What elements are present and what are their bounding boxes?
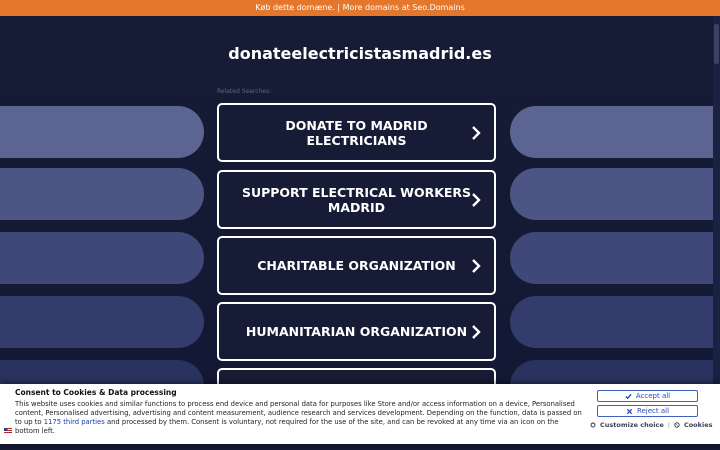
scrollbar-thumb[interactable]	[714, 24, 719, 64]
decor-pill	[0, 296, 204, 348]
cookies-link[interactable]: Cookies	[683, 421, 713, 429]
related-search-button[interactable]	[217, 170, 496, 229]
related-search-label: SUPPORT ELECTRICAL WORKERS MADRID	[241, 184, 472, 215]
related-search-button[interactable]	[217, 103, 496, 162]
chevron-right-icon	[468, 125, 484, 141]
related-search-button[interactable]	[217, 302, 496, 361]
site-title: donateelectricistasmadrid.es	[228, 44, 492, 63]
cookie-icon	[674, 422, 680, 428]
decor-pill	[510, 106, 720, 158]
page-scrollbar[interactable]	[713, 16, 720, 384]
domain-offer-bar[interactable]	[0, 0, 720, 16]
cookie-consent-banner	[0, 384, 720, 444]
decor-pill	[0, 168, 204, 220]
third-parties-link[interactable]: 1175 third parties	[43, 418, 105, 426]
decor-pill	[0, 106, 204, 158]
reject-all-button[interactable]	[597, 405, 698, 417]
decor-pill	[510, 232, 720, 284]
related-search-label: CHARITABLE ORGANIZATION	[257, 258, 456, 273]
domain-offer-text[interactable]: Køb dette domæne. | More domains at Seo.Domains	[255, 3, 465, 12]
gear-icon	[590, 422, 596, 428]
consent-body	[15, 400, 585, 436]
reject-all-label: Reject all	[636, 407, 670, 415]
related-search-label: DONATE TO MADRID ELECTRICIANS	[285, 117, 428, 148]
consent-text-end: and processed by them. Consent is voluntary, not required for the use of the site, and can be revoked at any time via an icon on the bottom left.	[15, 418, 559, 435]
accept-all-label: Accept all	[635, 392, 671, 400]
decor-pill	[510, 168, 720, 220]
customize-choice-link[interactable]: Customize choice	[600, 421, 664, 429]
decor-pill	[0, 232, 204, 284]
chevron-right-icon	[468, 192, 484, 208]
close-icon	[626, 408, 633, 415]
accept-all-button[interactable]	[597, 390, 698, 402]
chevron-right-icon	[468, 324, 484, 340]
related-searches-label: Related Searches:	[217, 88, 272, 95]
consent-text: This website uses cookies and similar functions to process end device and personal data for purposes like Store and/or access information on a device, Personalised content, Personalised advertising, advertising and content measurement, audience research and services development. Depending on the function, data is passed on to up to	[15, 400, 582, 426]
related-search-button[interactable]	[217, 236, 496, 295]
consent-title: Consent to Cookies & Data processing	[15, 388, 177, 397]
link-separator: |	[667, 421, 670, 429]
consent-secondary-links	[590, 421, 712, 429]
chevron-right-icon	[468, 258, 484, 274]
check-icon	[625, 393, 632, 400]
decor-pill	[510, 296, 720, 348]
us-flag-icon[interactable]	[4, 428, 12, 434]
related-search-label: HUMANITARIAN ORGANIZATION	[245, 324, 468, 339]
